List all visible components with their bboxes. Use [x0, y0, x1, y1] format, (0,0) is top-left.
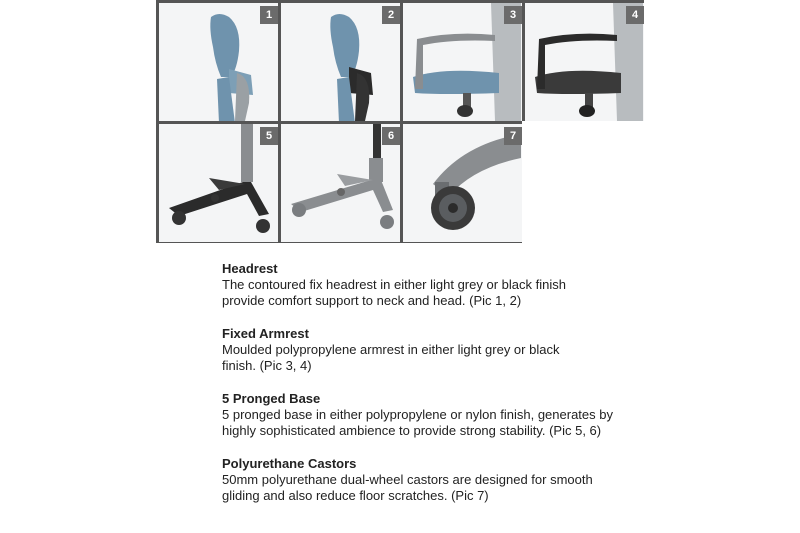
empty-grid-slot — [522, 121, 644, 243]
feature-body: 50mm polyurethane dual-wheel castors are designed for smooth gliding and also reduce floor scratches. (Pic 7) — [222, 472, 593, 503]
feature-fixed-armrest — [222, 326, 622, 374]
photo-tile — [403, 3, 522, 121]
feature-polyurethane-castors — [222, 456, 622, 504]
tile-number: 6 — [382, 127, 400, 145]
tile-number: 7 — [504, 127, 522, 145]
feature-title: Fixed Armrest — [222, 326, 309, 341]
product-photo-grid — [156, 0, 644, 243]
photo-tile — [525, 3, 644, 121]
feature-body: 5 pronged base in either polypropylene or nylon finish, generates by highly sophisticated ambience to provide strong stability. (Pic 5, 6) — [222, 407, 613, 438]
feature-5-pronged-base — [222, 391, 622, 439]
feature-title: Polyurethane Castors — [222, 456, 357, 471]
feature-body: The contoured fix headrest in either light grey or black finish provide comfort support to neck and head. (Pic 1, 2) — [222, 277, 566, 308]
feature-headrest — [222, 261, 622, 309]
tile-number: 3 — [504, 6, 522, 24]
photo-tile — [281, 3, 400, 121]
feature-descriptions — [222, 261, 622, 521]
feature-title: Headrest — [222, 261, 278, 276]
photo-tile — [281, 124, 400, 242]
photo-tile — [159, 3, 278, 121]
tile-number: 4 — [626, 6, 644, 24]
photo-tile — [403, 124, 522, 242]
tile-number: 1 — [260, 6, 278, 24]
photo-tile — [159, 124, 278, 242]
feature-title: 5 Pronged Base — [222, 391, 321, 406]
tile-number: 2 — [382, 6, 400, 24]
feature-body: Moulded polypropylene armrest in either light grey or black finish. (Pic 3, 4) — [222, 342, 560, 373]
tile-number: 5 — [260, 127, 278, 145]
